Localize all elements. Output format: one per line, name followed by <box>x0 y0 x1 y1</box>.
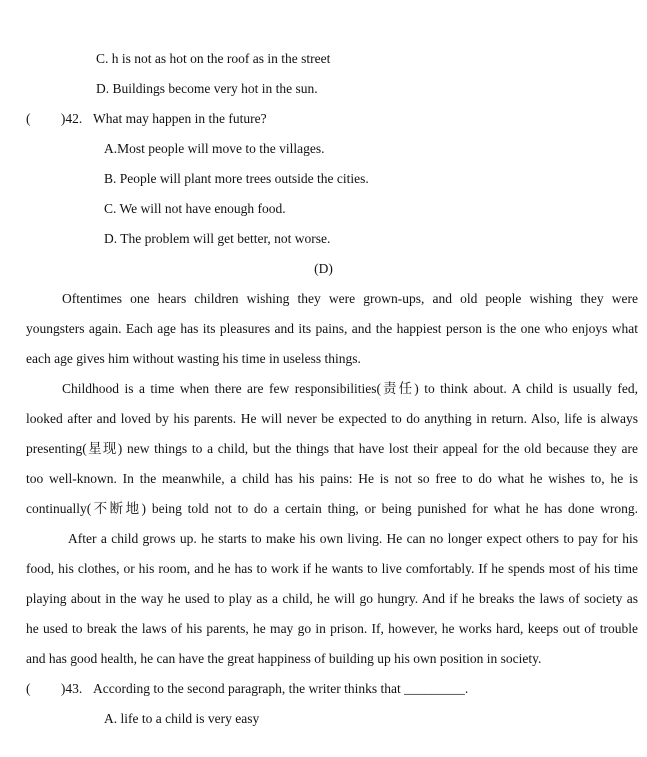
passage-heading: (D) <box>314 261 333 276</box>
p2-line-2: looked after and loved by his parents. He will never be expected to do anything in return. Also, life is always <box>26 411 638 426</box>
p2-line-4: too well-known. In the meanwhile, a child has his pains: He is not so free to do what he wishes to, he is <box>26 471 638 486</box>
p3-line-2: food, his clothes, or his room, and he has to work if he wants to live comfortably. If he spends most of his time <box>26 561 638 576</box>
p3-line-3: playing about in the way he used to play as a child, he will go hungry. And if he breaks the laws of society as <box>26 591 638 606</box>
p3-line-1: After a child grows up. he starts to make his own living. He can no longer expect others to pay for his <box>68 531 638 546</box>
q41-option-c: C. h is not as hot on the roof as in the street <box>96 51 331 66</box>
p3-line-5: and has good health, he can have the great happiness of building up his own position in society. <box>26 651 542 666</box>
q41-option-d: D. Buildings become very hot in the sun. <box>96 81 318 96</box>
p2-line-3: presenting(星现) new things to a child, but the things that have lost their appeal for the old because they are <box>26 441 638 456</box>
q42-option-d: D. The problem will get better, not worse. <box>104 231 331 246</box>
p1-line-1: Oftentimes one hears children wishing they were grown-ups, and old people wishing they were <box>62 291 638 306</box>
q42-option-a: A.Most people will move to the villages. <box>104 141 325 156</box>
p2-line-5: continually(不断地) being told not to do a certain thing, or being punished for what he has done wrong. <box>26 501 638 516</box>
q42-option-c: C. We will not have enough food. <box>104 201 286 216</box>
p1-line-3: each age gives him without wasting his time in useless things. <box>26 351 361 366</box>
q42-option-b: B. People will plant more trees outside the cities. <box>104 171 369 186</box>
p1-line-2: youngsters again. Each age has its pleasures and its pains, and the happiest person is the one who enjoys what <box>26 321 638 336</box>
q42-answer-blank[interactable]: ( )42. <box>26 111 83 126</box>
q43-answer-blank[interactable]: ( )43. <box>26 681 83 696</box>
q43-option-a: A. life to a child is very easy <box>104 711 260 726</box>
p2-line-1: Childhood is a time when there are few responsibilities(责任) to think about. A child is usually fed, <box>62 381 638 396</box>
q43-stem: According to the second paragraph, the writer thinks that _________. <box>93 681 469 696</box>
q42-stem: What may happen in the future? <box>93 111 267 126</box>
p3-line-4: he used to break the laws of his parents, he may go in prison. If, however, he works hard, keeps out of trouble <box>26 621 638 636</box>
